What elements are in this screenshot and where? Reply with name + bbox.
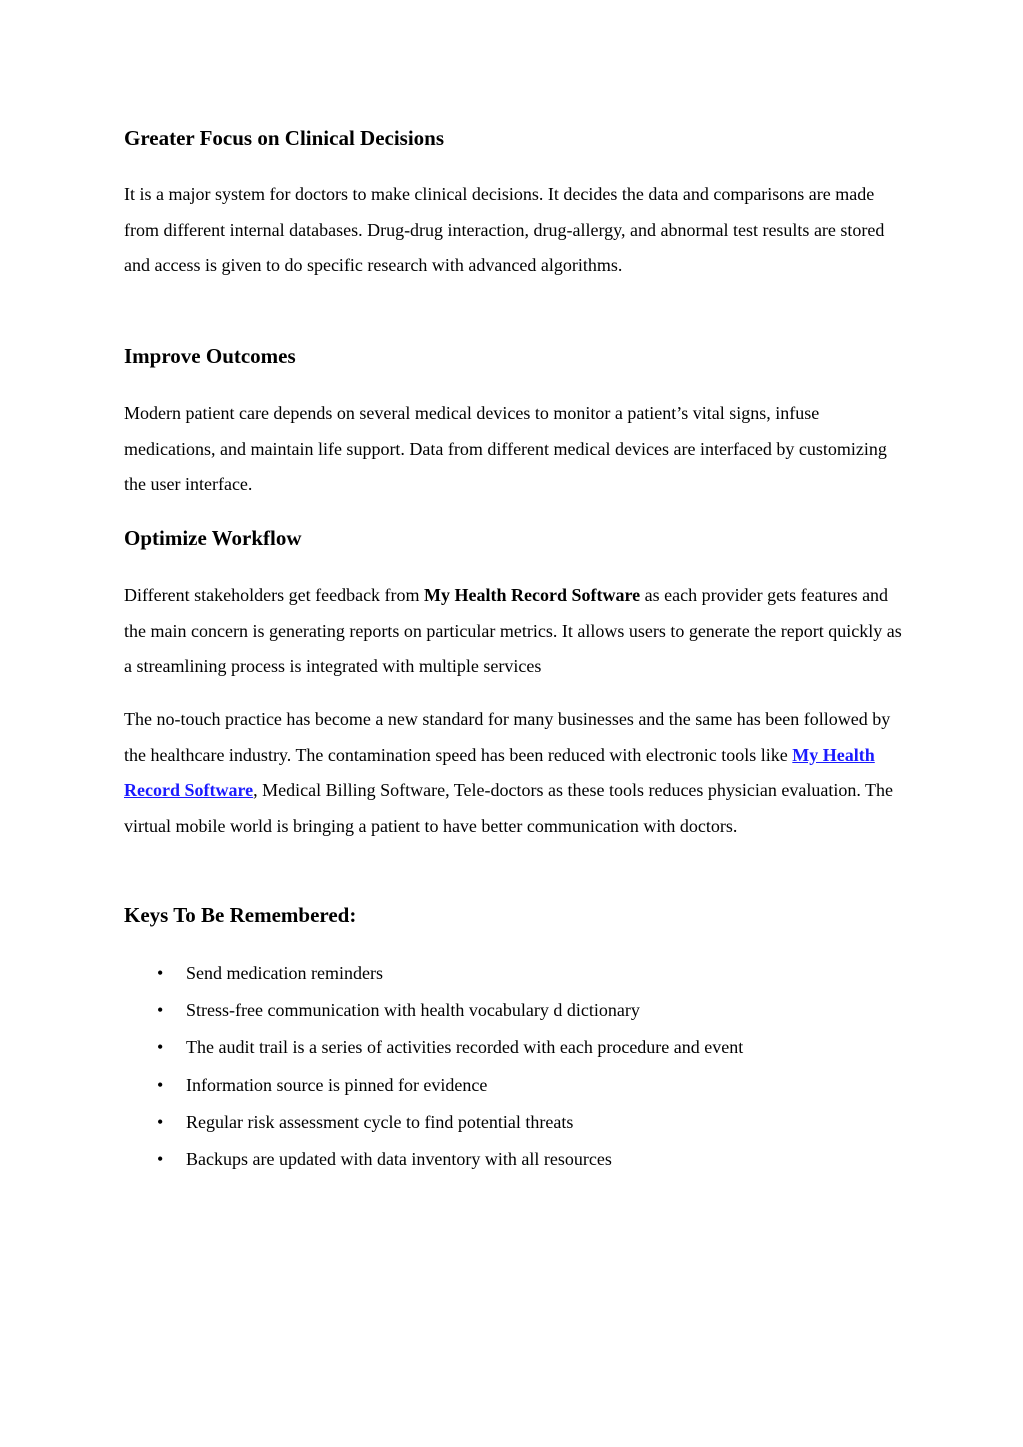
- bullet-icon: •: [157, 963, 164, 983]
- section-heading-keys: Keys To Be Remembered:: [124, 903, 357, 927]
- list-item: [124, 1029, 904, 1066]
- list-item-text: Information source is pinned for evidence: [186, 1074, 488, 1095]
- list-item-text: Send medication reminders: [186, 963, 383, 983]
- list-item: [124, 992, 904, 1029]
- paragraph-text: , Medical Billing Software, Tele-doctors as these tools reduces physician evaluation. The virtual mobile world is bringing a patient to have better communication with doctors.: [124, 780, 894, 836]
- section-heading-improve-outcomes: Improve Outcomes: [124, 344, 296, 368]
- paragraph-text: The no-touch practice has become a new standard for many businesses and the same has been followed by the healthcare industry. The contamination speed has been reduced with electronic tools like: [124, 709, 891, 765]
- paragraph-text: as each provider gets features and the main concern is generating reports on particular metrics. It allows users to generate the report quickly as a streamlining process is integrated with multiple services: [124, 585, 902, 676]
- product-name-bold: My Health Record Software: [424, 585, 641, 605]
- paragraph-no-touch-practice: [124, 702, 904, 844]
- bullet-icon: •: [157, 1111, 164, 1132]
- paragraph-improve-outcomes: Modern patient care depends on several medical devices to monitor a patient’s vital signs, infuse medications, and maintain life support. Data from different medical devices are interfaced by customizing the user interface.: [124, 403, 887, 494]
- section-heading-clinical-decisions: Greater Focus on Clinical Decisions: [124, 126, 445, 150]
- paragraph-clinical-decisions: It is a major system for doctors to make clinical decisions. It decides the data and comparisons are made from different internal databases. Drug-drug interaction, drug-allergy, and abnormal test results are stored and access is given to do specific research with advanced algorithms.: [124, 184, 885, 275]
- paragraph-optimize-workflow: [124, 578, 904, 685]
- paragraph-text: Different stakeholders get feedback from: [124, 585, 425, 605]
- bullet-icon: •: [157, 1074, 164, 1095]
- bullet-icon: •: [157, 1149, 164, 1170]
- list-item: [124, 1141, 904, 1178]
- list-item-text: The audit trail is a series of activities recorded with each procedure and event: [186, 1037, 744, 1058]
- list-item-text: Regular risk assessment cycle to find potential threats: [186, 1111, 574, 1132]
- keys-bullet-list: [124, 955, 904, 1178]
- section-heading-optimize-workflow: Optimize Workflow: [124, 526, 302, 550]
- bullet-icon: •: [157, 1000, 164, 1021]
- list-item: [124, 1067, 904, 1104]
- list-item-text: Stress-free communication with health vocabulary d dictionary: [186, 1000, 640, 1021]
- bullet-icon: •: [157, 1037, 164, 1058]
- my-health-record-software-link[interactable]: My Health Record Software: [124, 744, 875, 800]
- list-item: [124, 1104, 904, 1141]
- list-item: [124, 955, 904, 992]
- list-item-text: Backups are updated with data inventory with all resources: [186, 1149, 612, 1170]
